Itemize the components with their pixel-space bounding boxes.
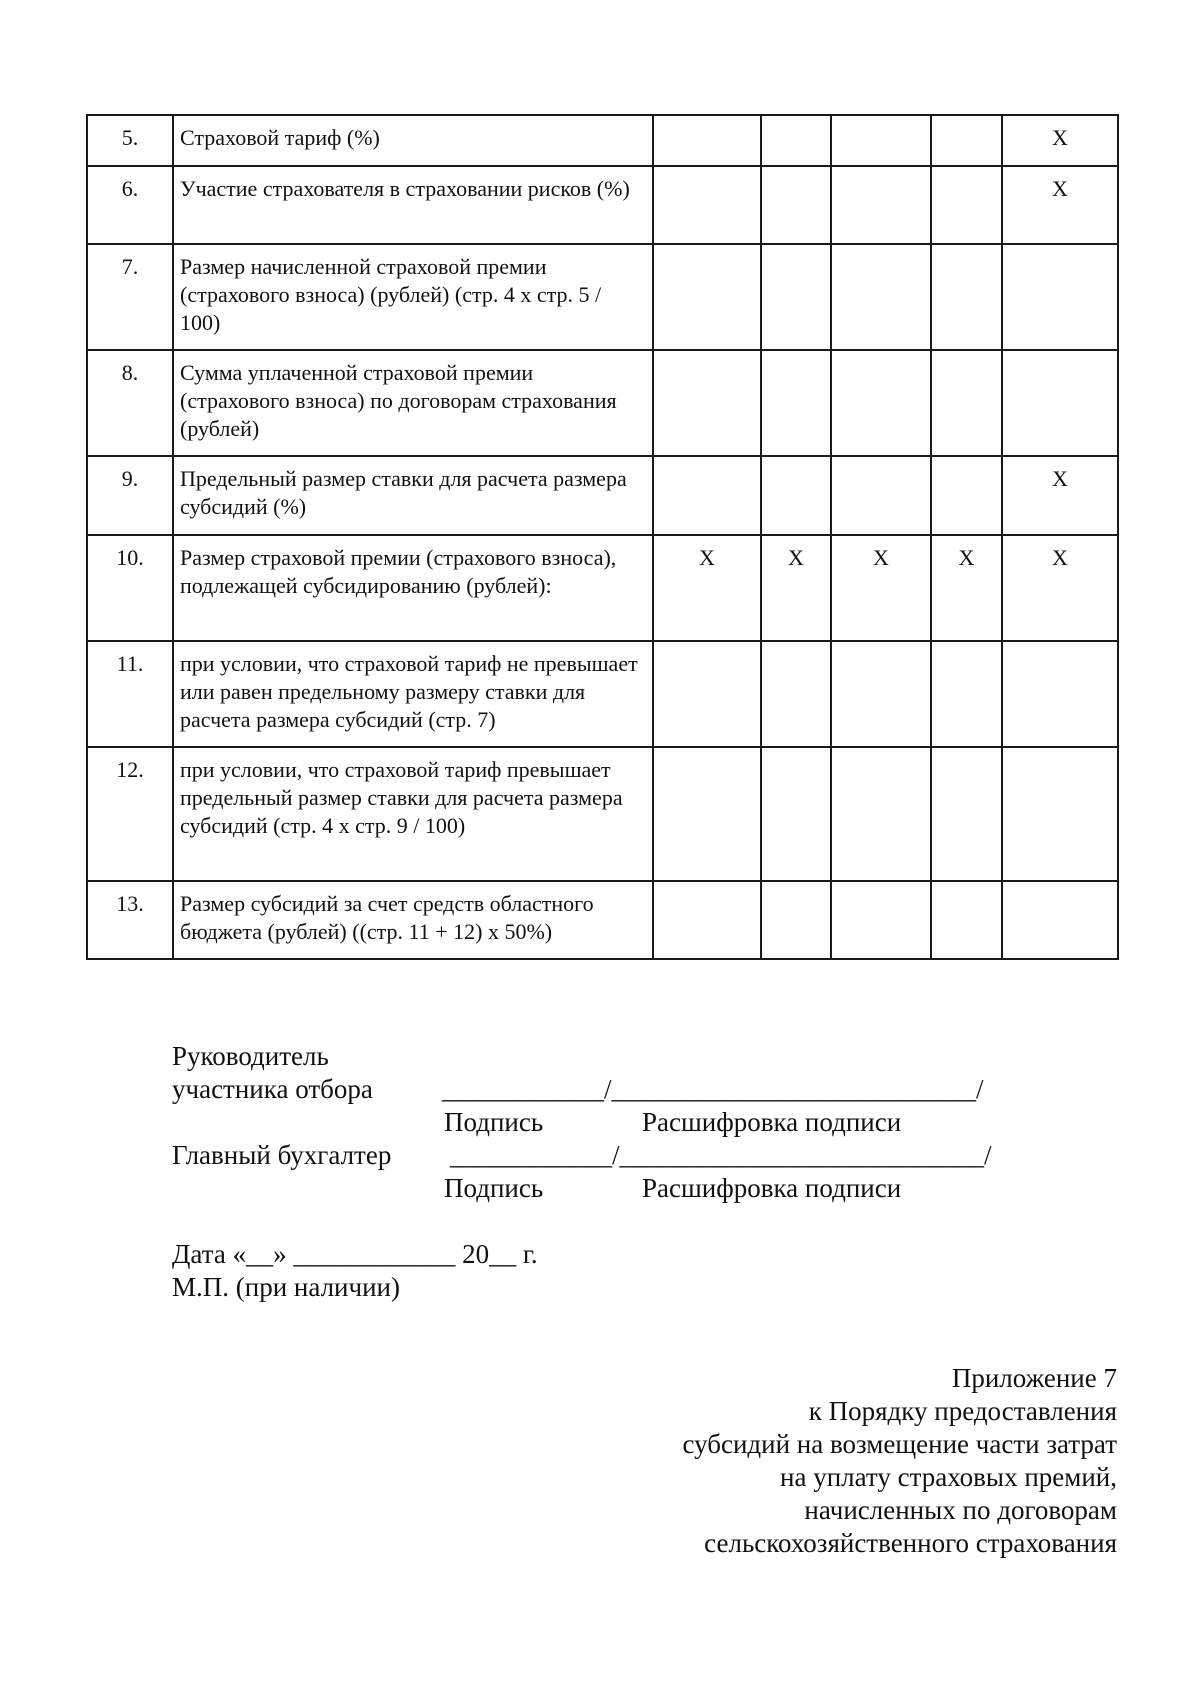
value-cell: [653, 115, 761, 166]
appendix-line: сельскохозяйственного страхования: [704, 1528, 1117, 1558]
value-cell: [931, 747, 1002, 881]
row-description: Размер субсидий за счет средств областного бюджета (рублей) ((стр. 11 + 12) х 50%): [173, 881, 653, 959]
value-cell: X: [653, 535, 761, 641]
appendix-line: к Порядку предоставления: [808, 1396, 1117, 1426]
stamp-line: М.П. (при наличии): [172, 1272, 400, 1302]
table-row: [87, 115, 1118, 166]
head-signature-caption: Подпись: [444, 1107, 544, 1137]
value-cell: [761, 641, 831, 747]
value-cell: X: [761, 535, 831, 641]
row-description: Размер страховой премии (страхового взноса), подлежащей субсидированию (рублей):: [173, 535, 653, 641]
value-cell: [761, 881, 831, 959]
value-cell: [761, 115, 831, 166]
value-cell: [931, 641, 1002, 747]
value-cell: [831, 747, 931, 881]
appendix-header: [497, 1362, 1117, 1560]
value-cell: [831, 641, 931, 747]
appendix-line: субсидий на возмещение части затрат: [682, 1429, 1117, 1459]
row-description: Участие страхователя в страховании рисков (%): [173, 166, 653, 244]
value-cell: X: [1002, 535, 1118, 641]
value-cell: [1002, 244, 1118, 350]
value-cell: X: [1002, 456, 1118, 535]
value-cell: [761, 166, 831, 244]
value-cell: [831, 244, 931, 350]
row-description: Размер начисленной страховой премии (страхового взноса) (рублей) (стр. 4 х стр. 5 / 100): [173, 244, 653, 350]
calculation-table: [86, 114, 1119, 960]
value-cell: [653, 641, 761, 747]
table-row: [87, 166, 1118, 244]
table-row: [87, 535, 1118, 641]
head-signature-line: ____________/___________________________/: [442, 1074, 984, 1104]
value-cell: [1002, 881, 1118, 959]
value-cell: [653, 456, 761, 535]
row-description: при условии, что страховой тариф не превышает или равен предельному размеру ставки для расчета размера субсидий (стр. 7): [173, 641, 653, 747]
table-row: [87, 641, 1118, 747]
value-cell: [931, 166, 1002, 244]
value-cell: [931, 115, 1002, 166]
head-label-line-1: Руководитель: [172, 1041, 329, 1071]
table-body: [87, 115, 1118, 959]
table-row: [87, 881, 1118, 959]
value-cell: [653, 244, 761, 350]
value-cell: [653, 166, 761, 244]
value-cell: [1002, 641, 1118, 747]
row-description: Предельный размер ставки для расчета размера субсидий (%): [173, 456, 653, 535]
value-cell: [831, 350, 931, 456]
appendix-title: Приложение 7: [951, 1363, 1117, 1393]
value-cell: [1002, 747, 1118, 881]
value-cell: [831, 881, 931, 959]
accountant-signature-caption: Подпись: [444, 1173, 544, 1203]
value-cell: [931, 350, 1002, 456]
table-row: [87, 747, 1118, 881]
row-number: 9.: [87, 456, 173, 535]
value-cell: [653, 350, 761, 456]
value-cell: [831, 456, 931, 535]
accountant-label: Главный бухгалтер: [172, 1140, 392, 1170]
value-cell: X: [831, 535, 931, 641]
value-cell: [831, 115, 931, 166]
appendix-line: на уплату страховых премий,: [780, 1462, 1117, 1492]
value-cell: X: [931, 535, 1002, 641]
value-cell: [831, 166, 931, 244]
value-cell: [761, 244, 831, 350]
value-cell: [931, 456, 1002, 535]
value-cell: [761, 350, 831, 456]
row-description: при условии, что страховой тариф превышает предельный размер ставки для расчета размера субсидий (стр. 4 х стр. 9 / 100): [173, 747, 653, 881]
value-cell: [761, 747, 831, 881]
row-description: Страховой тариф (%): [173, 115, 653, 166]
value-cell: [653, 881, 761, 959]
value-cell: [931, 244, 1002, 350]
table-row: [87, 350, 1118, 456]
date-line: Дата «__» ____________ 20__ г.: [172, 1239, 538, 1269]
accountant-signature-line: ____________/___________________________/: [450, 1140, 992, 1170]
value-cell: X: [1002, 166, 1118, 244]
value-cell: [1002, 350, 1118, 456]
table-row: [87, 244, 1118, 350]
row-number: 10.: [87, 535, 173, 641]
row-number: 11.: [87, 641, 173, 747]
value-cell: [761, 456, 831, 535]
accountant-decode-caption: Расшифровка подписи: [642, 1173, 902, 1203]
row-number: 12.: [87, 747, 173, 881]
head-decode-caption: Расшифровка подписи: [642, 1107, 902, 1137]
head-label-line-2: участника отбора: [172, 1074, 373, 1104]
value-cell: [931, 881, 1002, 959]
value-cell: X: [1002, 115, 1118, 166]
row-number: 5.: [87, 115, 173, 166]
appendix-line: начисленных по договорам: [804, 1495, 1117, 1525]
row-number: 7.: [87, 244, 173, 350]
row-number: 6.: [87, 166, 173, 244]
row-description: Сумма уплаченной страховой премии (страхового взноса) по договорам страхования (рублей): [173, 350, 653, 456]
row-number: 13.: [87, 881, 173, 959]
value-cell: [653, 747, 761, 881]
row-number: 8.: [87, 350, 173, 456]
table-row: [87, 456, 1118, 535]
